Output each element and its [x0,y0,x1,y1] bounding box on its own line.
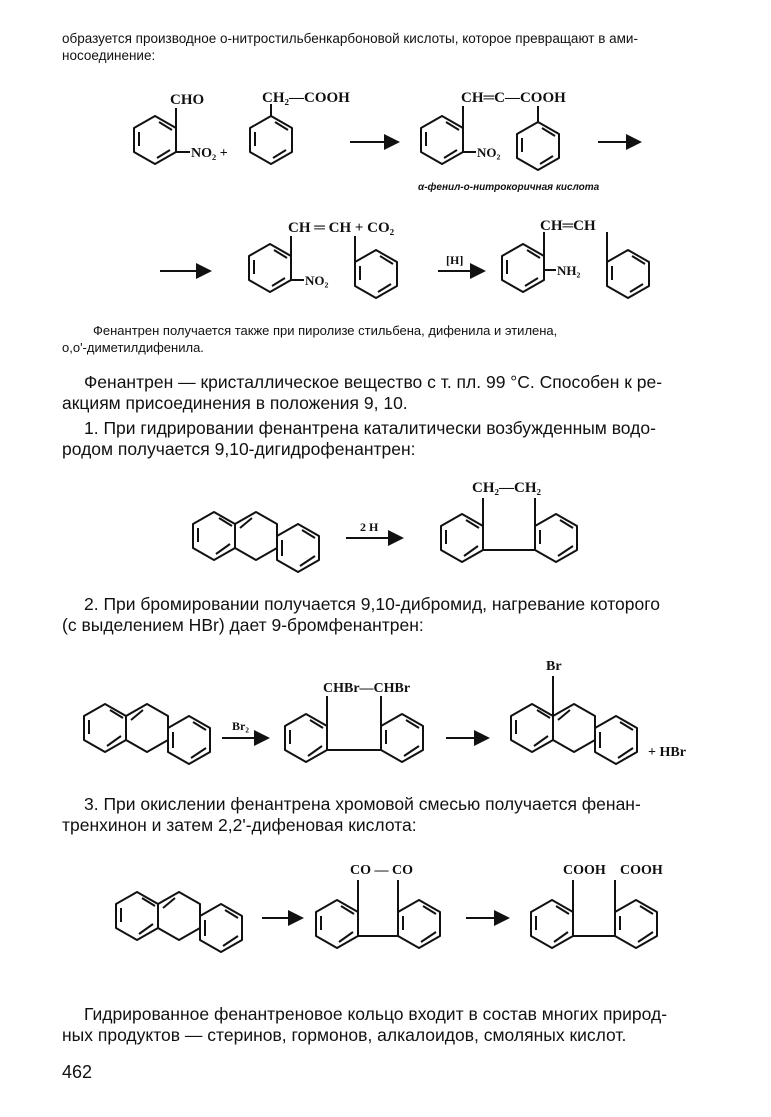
note-paragraph [62,322,558,356]
page-number: 462 [62,1062,93,1082]
reaction-scheme-synthesis [0,80,771,310]
reaction-scheme-oxidation [0,852,771,977]
paragraph-properties [62,372,662,414]
note-line-2: о,о'-диметилдифенила. [62,340,204,355]
note-line-1: Фенантрен получается также при пиролизе стильбена, дифенила и этилена, [93,323,558,338]
oxidation-line-1-text: 3. При окислении фенантрена хромовой смесью получается фенан- [84,794,641,814]
hydrogenation-line-1 [62,418,656,439]
h2-reagent-label: 2 H [360,520,379,534]
chch-label-amine: CH═CH [540,218,596,234]
oxidation-line-2: тренхинон и затем 2,2'-дифеновая кислота: [62,815,417,835]
no2-label-stilbene: NO₂ [305,273,329,288]
bromophenanthrene-structure [511,676,637,764]
properties-line-1-text: Фенантрен — кристаллическое вещество с т. пл. 99 °С. Способен к ре- [84,372,663,392]
cooh-label-1: COOH [563,863,606,878]
no2-plus-label: NO₂ + [191,146,228,161]
intro-line-2: носоединение: [62,48,156,63]
benzene-ring-nitrostilbene-b [355,236,397,298]
cho-label: CHO [170,92,205,108]
intro-line-1: образуется производное о-нитростильбенкарбоновой кислоты, которое превращают в ами- [62,31,638,46]
diphenic-acid-structure [531,880,657,948]
benzene-ring-phenyl-product [517,106,559,170]
benzene-ring-aminostilbene-a [502,232,556,292]
intro-paragraph [62,30,638,64]
benzene-ring-phenylacetic-acid [250,104,292,164]
dihydrophenanthrene-structure [441,498,577,562]
properties-line-2: акциям присоединения в положения 9, 10. [62,393,408,413]
benzene-ring-nitrobenzaldehyde [134,108,190,164]
co-co-label: CO — CO [350,863,413,878]
phenanthrenequinone-structure [316,880,440,948]
chbr-chbr-label: CHBr—CHBr [323,681,411,696]
br2-reagent-label: Br₂ [232,719,249,733]
hydrogenation-line-1-text: 1. При гидрировании фенантрена каталитически возбужденным водо- [84,418,656,438]
phenanthrene-structure-2 [84,704,210,764]
no2-label-product: NO₂ [477,145,501,160]
paragraph-oxidation [62,794,641,836]
benzene-ring-nitro-product [421,106,476,164]
reaction-scheme-bromination [0,650,771,790]
reduction-label: [H] [446,253,464,267]
hydrogenation-line-2: родом получается 9,10-дигидрофенантрен: [62,439,416,459]
oxidation-line-1 [62,794,641,815]
br-label: Br [546,659,562,674]
benzene-ring-nitrostilbene-a [249,236,304,292]
paragraph-natural-products [62,1004,667,1046]
properties-line-1 [62,372,662,393]
bromination-line-2: (с выделением HBr) дает 9-бромфенантрен: [62,615,424,635]
phenanthrene-structure-3 [116,892,242,952]
reaction-scheme-hydrogenation [0,470,771,590]
ch2-ch2-label: CH₂—CH₂ [472,480,541,496]
phenanthrene-structure [193,512,319,572]
nh2-label: NH₂ [557,263,581,278]
ch-c-cooh-label: CH═C—COOH [461,90,566,106]
natural-products-line-2: ных продуктов — стеринов, гормонов, алкалоидов, смоляных кислот. [62,1025,627,1045]
natural-products-line-1-text: Гидрированное фенантреновое кольцо входит в состав многих природ- [84,1004,668,1024]
chch-co2-label: CH ═ CH + CO₂ [288,220,395,236]
hbr-label: + HBr [648,745,686,760]
cooh-label-2: COOH [620,863,663,878]
benzene-ring-aminostilbene-b [607,232,649,298]
bromination-line-1-text: 2. При бромировании получается 9,10-дибромид, нагревание которого [84,594,660,614]
dibromide-structure [285,696,423,762]
paragraph-hydrogenation [62,418,656,460]
bromination-line-1 [62,594,660,615]
natural-products-line-1 [62,1004,667,1025]
product-caption: α-фенил-о-нитрокоричная кислота [418,182,600,193]
ch2cooh-label: CH₂—COOH [262,90,350,106]
paragraph-bromination [62,594,660,636]
